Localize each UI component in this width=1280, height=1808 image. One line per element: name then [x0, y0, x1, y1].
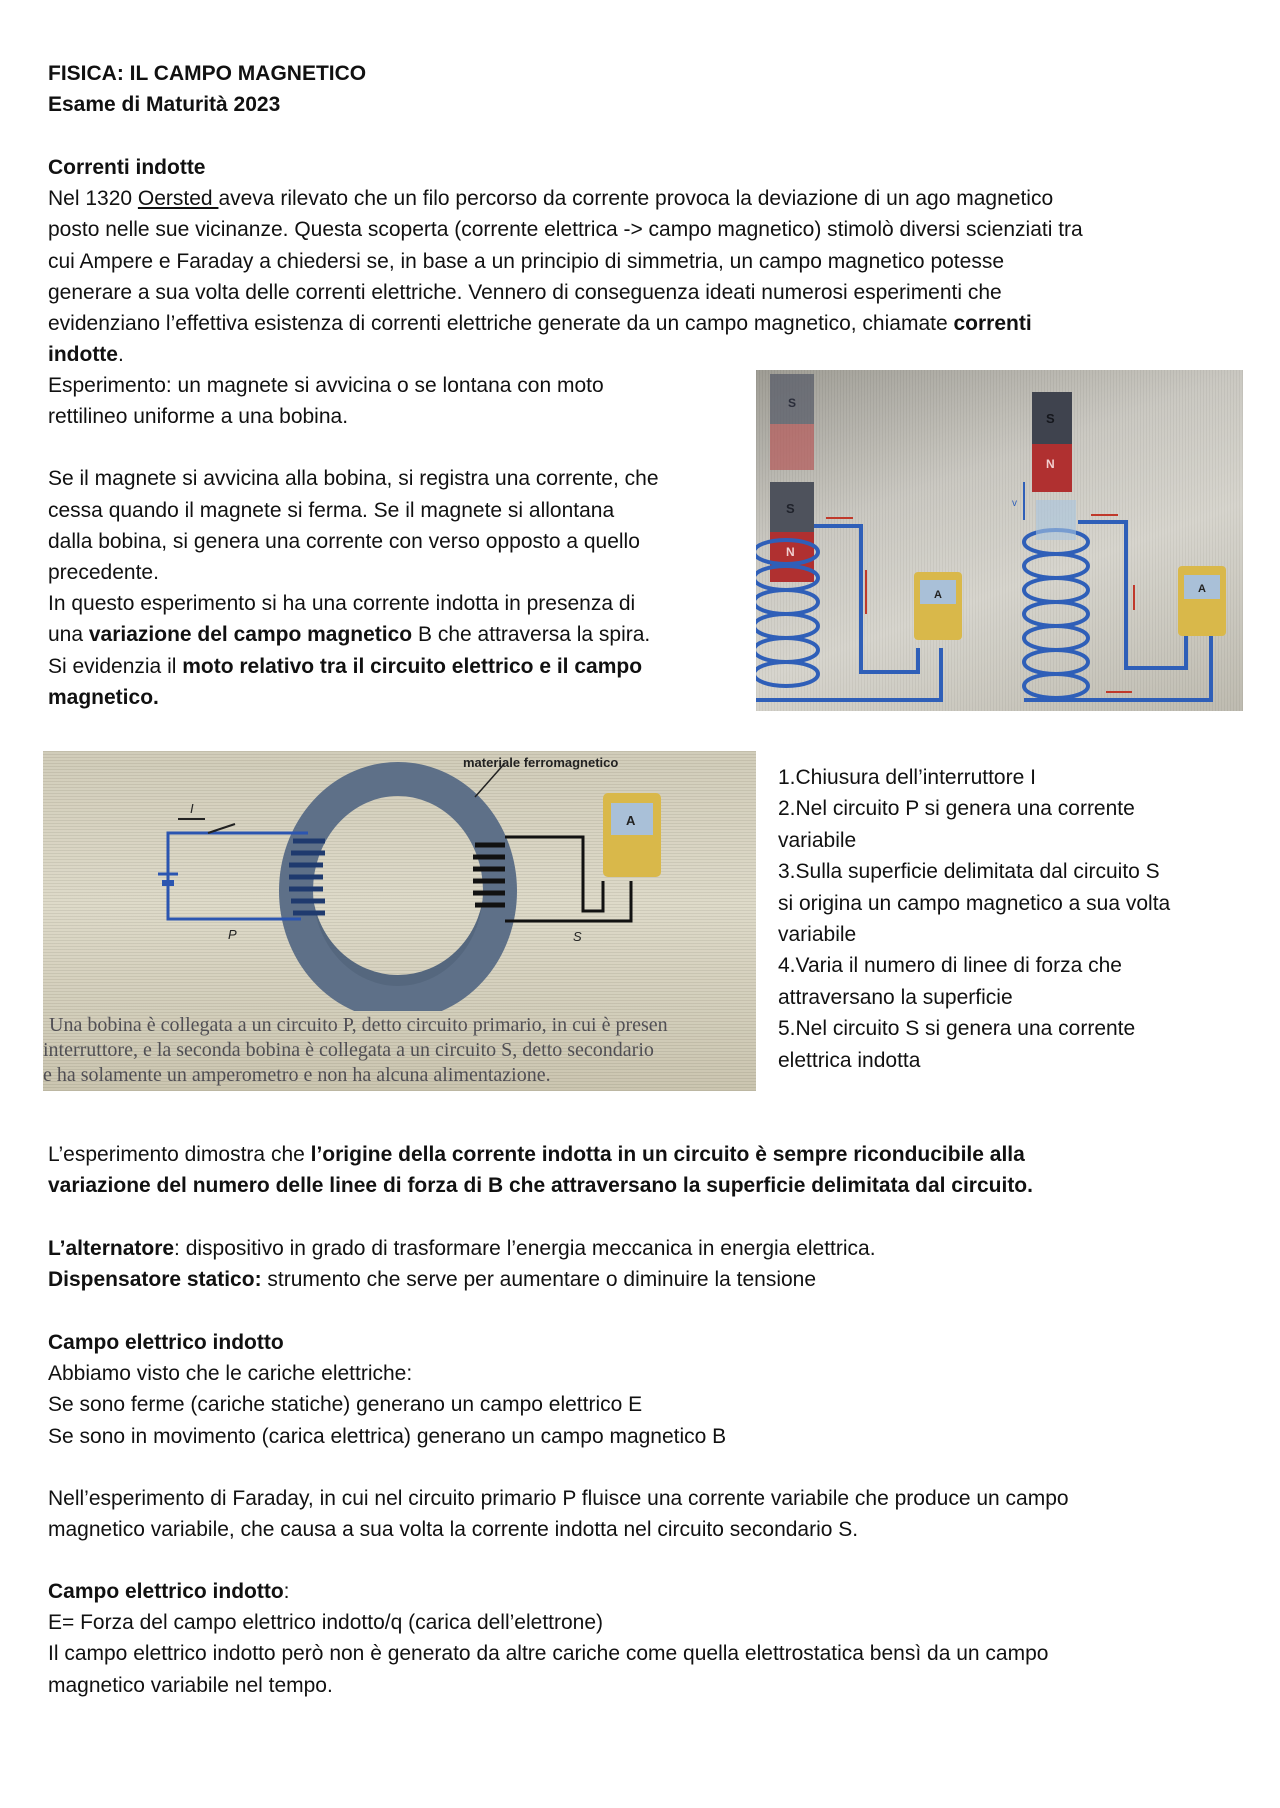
text-span: strumento che serve per aumentare o diminuire la tensione	[261, 1268, 817, 1292]
ammeter-icon	[1178, 566, 1226, 636]
ammeter-icon	[603, 793, 661, 877]
paragraph-line: magnetico variabile nel tempo.	[48, 1673, 333, 1697]
step-item-cont: variabile	[778, 828, 857, 852]
magnet-label: S	[1046, 411, 1055, 426]
section-campo-elettrico-formula	[48, 1576, 1048, 1701]
paragraph-line: precedente.	[48, 561, 159, 585]
magnet-label: N	[786, 545, 795, 559]
section-heading: Campo elettrico indotto	[48, 1331, 284, 1354]
primary-circuit-label: P	[228, 927, 237, 942]
paragraph-line	[48, 1170, 1033, 1201]
current-label: I	[190, 801, 194, 816]
paragraph-line: Se sono in movimento (carica elettrica) generano un campo magnetico B	[48, 1424, 727, 1448]
paragraph-line: Esperimento: un magnete si avvicina o se lontana con moto	[48, 374, 604, 397]
paragraph-line: In questo esperimento si ha una corrente indotta in presenza di	[48, 592, 636, 616]
text-span: : dispositivo in grado di trasformare l’energia meccanica in energia elettrica.	[174, 1237, 876, 1260]
text-span: .	[117, 343, 124, 367]
caption-line: e ha solamente un amperometro e non ha alcuna alimentazione.	[43, 1064, 551, 1086]
magnet-label: S	[788, 396, 797, 410]
magnet-label: S	[786, 501, 795, 516]
text-span: Si evidenzia il	[48, 654, 183, 678]
text-span: B che attraversa la spira.	[412, 623, 651, 647]
paragraph-line: cui Ampere e Faraday a chiedersi se, in base a un principio di simmetria, un campo magnetico potesse	[48, 249, 1004, 273]
caption-line: Una bobina è collegata a un circuito P, detto circuito primario, in cui è presen	[49, 1014, 668, 1036]
paragraph-line: magnetico variabile, che causa a sua volta la corrente indotta nel circuito secondario S.	[48, 1518, 859, 1542]
text-span: evidenziano l’effettiva esistenza di correnti elettriche generate da un campo magnetico, chiamate	[48, 312, 954, 336]
secondary-circuit-label: S	[573, 929, 582, 944]
paragraph-line	[48, 183, 1083, 214]
text-span: una	[48, 623, 89, 647]
bold-term: moto relativo tra il circuito elettrico e il campo	[182, 654, 643, 678]
oersted-link[interactable]: Oersted	[137, 187, 219, 211]
ammeter-label: A	[1198, 583, 1206, 595]
step-item: 2.Nel circuito P si genera una corrente	[778, 797, 1135, 821]
bold-term: indotte	[48, 343, 118, 367]
step-item: 3.Sulla superficie delimitata dal circuito S	[778, 860, 1160, 884]
paragraph-line	[48, 308, 1083, 339]
paragraph-line: generare a sua volta delle correnti elettriche. Vennero di conseguenza ideati numerosi esperimenti che	[48, 280, 1002, 304]
ammeter-icon	[914, 572, 962, 640]
spacer	[48, 1452, 1069, 1483]
definitions	[48, 1233, 876, 1295]
paragraph-line: Nell’esperimento di Faraday, in cui nel circuito primario P fluisce una corrente variabile che produce un campo	[48, 1486, 1069, 1510]
paragraph-line: Se sono ferme (cariche statiche) generano un campo elettrico E	[48, 1393, 643, 1417]
step-item: 5.Nel circuito S si genera una corrente	[778, 1017, 1136, 1041]
paragraph-line	[48, 682, 659, 713]
magnet-coil-illustration	[756, 370, 1243, 711]
ammeter-label: A	[626, 813, 636, 828]
step-item-cont: variabile	[778, 923, 857, 947]
document-title: FISICA: IL CAMPO MAGNETICO	[48, 62, 367, 85]
bold-term: variazione del numero delle linee di forza di B che attraversano la superficie delimitata dal circuito.	[48, 1174, 1033, 1198]
step-item: 4.Varia il numero di linee di forza che	[778, 954, 1122, 978]
bold-term: correnti	[953, 312, 1032, 336]
section-campo-elettrico-indotto	[48, 1327, 1069, 1545]
section-correnti-indotte	[48, 152, 1083, 370]
paragraph-line	[48, 651, 659, 682]
step-item: 1.Chiusura dell’interruttore I	[778, 766, 1036, 789]
paragraph-line	[48, 339, 1083, 370]
step-item-cont: si origina un campo magnetico a sua volta	[778, 891, 1171, 915]
paragraph-line: dalla bobina, si genera una corrente con verso opposto a quello	[48, 529, 640, 553]
text-span: :	[283, 1580, 290, 1603]
paragraph-line: cessa quando il magnete si ferma. Se il magnete si allontana	[48, 498, 615, 522]
steps-list	[778, 762, 1238, 1076]
conclusion	[48, 1139, 1033, 1201]
caption-line: interruttore, e la seconda bobina è collegata a un circuito S, detto secondario	[43, 1039, 654, 1061]
document-header	[48, 58, 366, 120]
ammeter-label: A	[934, 589, 942, 601]
step-item-cont: attraversano la superficie	[778, 985, 1013, 1009]
magnet-coil-photo	[756, 370, 1243, 711]
text-span: Nel 1320	[48, 187, 138, 211]
text-span: L’esperimento dimostra che	[48, 1143, 311, 1166]
ferromagnetic-label: materiale ferromagnetico	[463, 755, 619, 770]
definition-dispensatore	[48, 1264, 876, 1295]
magnet-label: N	[1046, 457, 1055, 471]
definition-alternatore	[48, 1233, 876, 1264]
formula-line: E= Forza del campo elettrico indotto/q (carica dell’elettrone)	[48, 1611, 604, 1635]
section-heading	[48, 1576, 1048, 1607]
bold-term: l’origine della corrente indotta in un circuito è sempre riconducibile alla	[310, 1143, 1025, 1166]
paragraph-line: Se il magnete si avvicina alla bobina, si registra una corrente, che	[48, 467, 659, 491]
spacer	[48, 432, 659, 463]
paragraph-line	[48, 619, 659, 650]
textbook-caption	[43, 1013, 756, 1088]
bold-term: Campo elettrico indotto	[48, 1580, 284, 1603]
toroid-circuit-photo	[43, 751, 756, 1091]
experiment-description	[48, 370, 659, 713]
toroid-illustration	[43, 751, 756, 1011]
section-heading: Correnti indotte	[48, 156, 206, 179]
step-item-cont: elettrica indotta	[778, 1048, 921, 1072]
paragraph-line: Il campo elettrico indotto però non è generato da altre cariche come quella elettrostatica bensì da un campo	[48, 1642, 1049, 1666]
paragraph-line: posto nelle sue vicinanze. Questa scoperta (corrente elettrica -> campo magnetico) stimolò diversi scienziati tra	[48, 218, 1083, 242]
velocity-label: v	[1012, 498, 1017, 509]
bold-term: L’alternatore	[48, 1237, 175, 1260]
text-span: aveva rilevato che un filo percorso da corrente provoca la deviazione di un ago magnetico	[218, 187, 1054, 211]
bold-term: Dispensatore statico:	[48, 1268, 262, 1292]
paragraph-line: rettilineo uniforme a una bobina.	[48, 405, 349, 429]
bold-term: variazione del campo magnetico	[88, 623, 413, 647]
bold-term: magnetico.	[48, 685, 159, 709]
paragraph-line: Abbiamo visto che le cariche elettriche:	[48, 1362, 413, 1386]
document-subtitle: Esame di Maturità 2023	[48, 93, 281, 117]
paragraph-line	[48, 1139, 1033, 1170]
